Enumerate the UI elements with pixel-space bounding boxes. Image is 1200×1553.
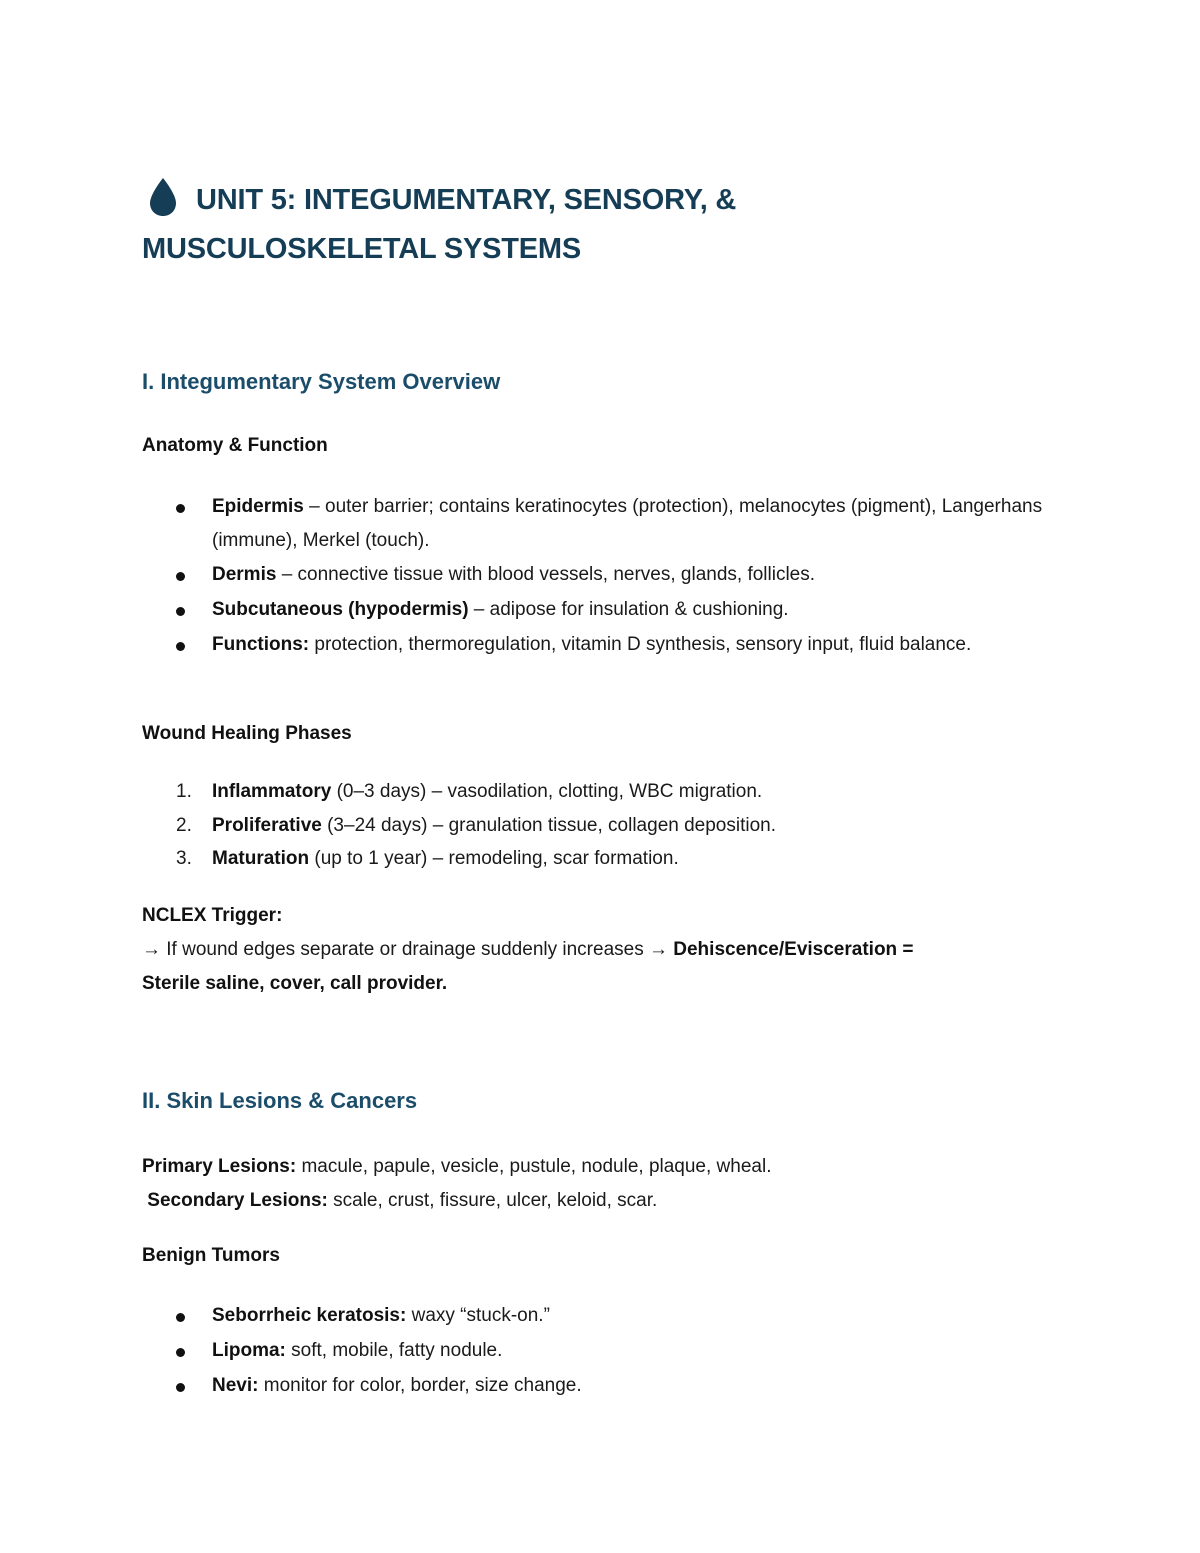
section-2-heading: II. Skin Lesions & Cancers [142, 1088, 418, 1113]
list-item: Inflammatory (0–3 days) – vasodilation, clotting, WBC migration. [212, 781, 763, 802]
droplet-icon [146, 176, 180, 218]
bullet-marker [176, 607, 185, 616]
page-title [142, 176, 1042, 274]
bullet-marker [176, 504, 185, 513]
bullet-marker [176, 642, 185, 651]
wound-heading: Wound Healing Phases [142, 723, 352, 744]
list-item: Dermis – connective tissue with blood vessels, nerves, glands, follicles. [212, 564, 816, 585]
bullet-marker [176, 1383, 185, 1392]
list-item: Seborrheic keratosis: waxy “stuck-on.” [212, 1305, 550, 1326]
nclex-trigger: NCLEX Trigger: → If wound edges separate or drainage suddenly increases → Dehiscence/Evisceration = Sterile saline, cover, call provider. [142, 905, 914, 994]
anatomy-heading: Anatomy & Function [142, 435, 328, 456]
benign-heading: Benign Tumors [142, 1245, 280, 1266]
list-item: Epidermis – outer barrier; contains keratinocytes (protection), melanocytes (pigment), Langerhans (immune), Merkel (touch). [212, 496, 1043, 551]
nclex-heading: NCLEX Trigger: [142, 905, 283, 926]
title-line-1: UNIT 5: INTEGUMENTARY, SENSORY, & [196, 184, 737, 216]
lesions-paragraph: Primary Lesions: macule, papule, vesicle, pustule, nodule, plaque, wheal. Secondary Lesions: scale, crust, fissure, ulcer, keloid, scar. [142, 1156, 772, 1211]
list-item: Lipoma: soft, mobile, fatty nodule. [212, 1340, 503, 1361]
bullet-marker [176, 1348, 185, 1357]
list-item: Nevi: monitor for color, border, size change. [212, 1375, 582, 1396]
list-number: 2. [176, 815, 192, 836]
list-item: Functions: protection, thermoregulation, vitamin D synthesis, sensory input, fluid balance. [212, 634, 972, 655]
list-item: Proliferative (3–24 days) – granulation tissue, collagen deposition. [212, 815, 777, 836]
list-number: 1. [176, 781, 192, 802]
bullet-marker [176, 1313, 185, 1322]
section-1-heading: I. Integumentary System Overview [142, 369, 501, 394]
list-item: Subcutaneous (hypodermis) – adipose for insulation & cushioning. [212, 599, 789, 620]
bullet-marker [176, 572, 185, 581]
list-item: Maturation (up to 1 year) – remodeling, scar formation. [212, 848, 679, 869]
list-number: 3. [176, 848, 192, 869]
title-line-2: MUSCULOSKELETAL SYSTEMS [142, 233, 582, 265]
